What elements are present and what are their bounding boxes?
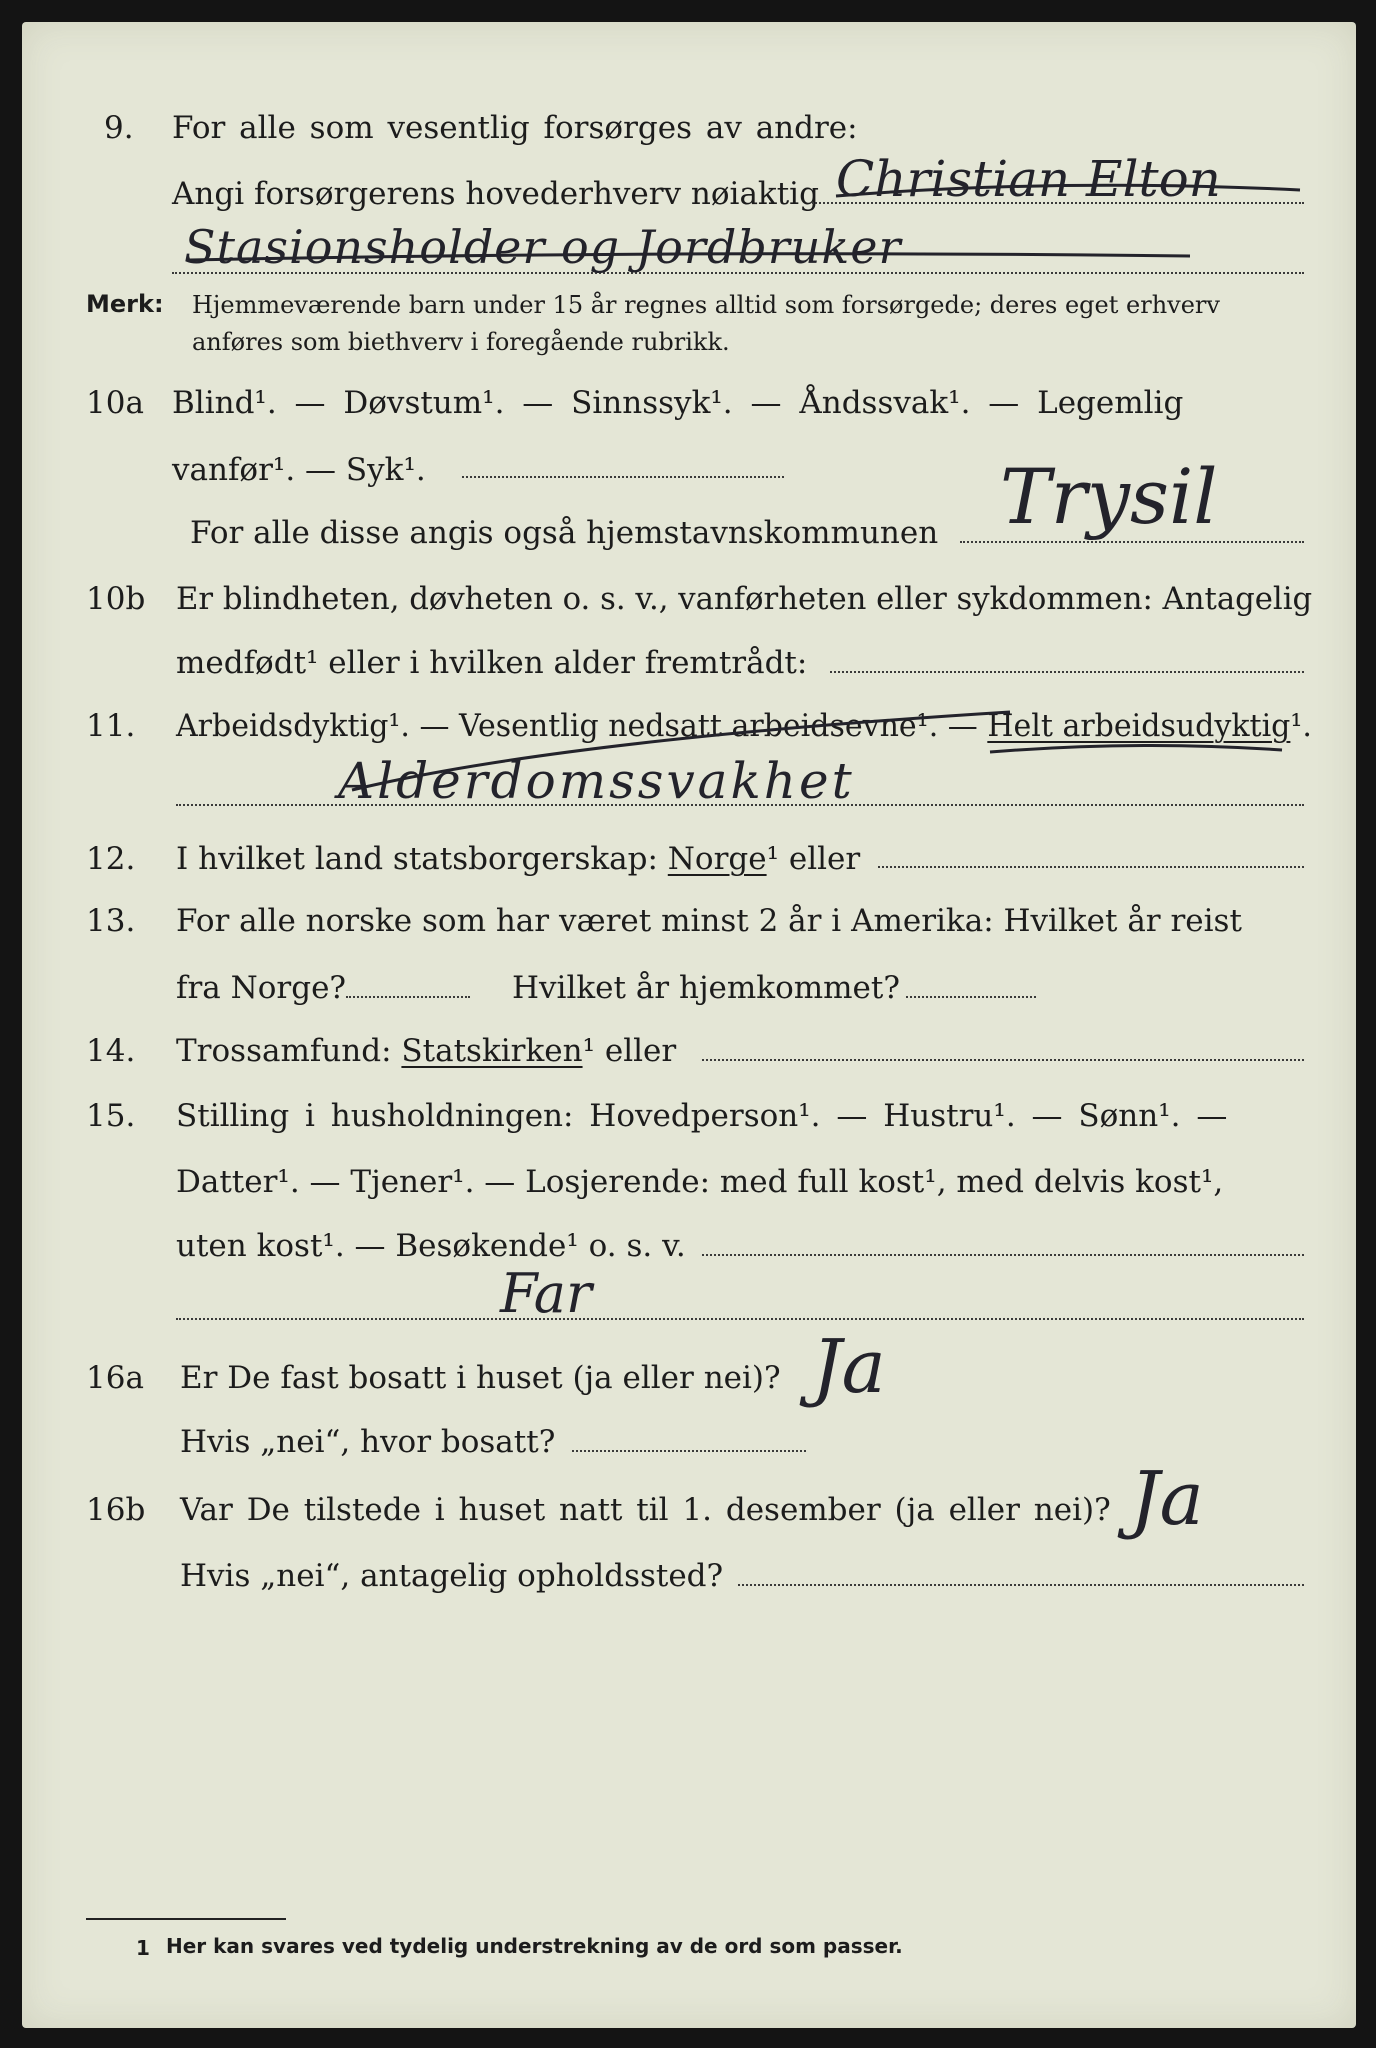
item-number-11: 11.: [86, 708, 136, 744]
item-number-10b: 10b: [86, 581, 146, 617]
pen-underline-item-11: [990, 745, 1282, 752]
pen-underline-name: [836, 185, 1300, 196]
question-16b-line-1: Var De tilstede i huset natt til 1. desember (ja eller nei)?: [180, 1492, 1111, 1528]
question-10a-line-3: For alle disse angis også hjemstavnskommunen: [190, 515, 939, 551]
question-15-line-3: uten kost¹. — Besøkende¹ o. s. v.: [176, 1228, 686, 1264]
pen-underline-occupation: [190, 254, 1190, 260]
question-10a-line-2: vanfør¹. — Syk¹.: [172, 452, 426, 488]
footnote-mark: 1: [136, 1936, 150, 1960]
handwritten-work-ability: Alderdomssvakhet: [338, 752, 855, 810]
note-line-2: anføres som biethverv i foregående rubrikk.: [192, 328, 730, 356]
item-number-16b: 16b: [86, 1492, 146, 1528]
footnote-text: Her kan svares ved tydelig understrekning av de ord som passer.: [166, 1934, 903, 1958]
pen-stroke-item-11: [352, 712, 1010, 790]
item-number-14: 14.: [86, 1033, 136, 1069]
handwritten-answer-16b: Ja: [1130, 1456, 1204, 1542]
question-13-line-2a: fra Norge?: [176, 970, 347, 1006]
question-16a-line-2: Hvis „nei“, hvor bosatt?: [180, 1424, 556, 1460]
item-number-9: 9.: [104, 110, 134, 146]
item-number-13: 13.: [86, 903, 136, 939]
handwritten-household-position: Far: [500, 1262, 592, 1325]
item-number-12: 12.: [86, 841, 136, 877]
question-9-line-2: Angi forsørgerens hovederhverv nøiaktig: [172, 176, 819, 212]
question-13-line-1: For alle norske som har været minst 2 år i Amerika: Hvilket år reist: [176, 903, 1242, 939]
question-15-line-1: Stilling i husholdningen: Hovedperson¹. — Hustru¹. — Sønn¹. —: [176, 1098, 1228, 1134]
question-16a-line-1: Er De fast bosatt i huset (ja eller nei)?: [180, 1360, 781, 1396]
question-9-line-1: For alle som vesentlig forsørges av andre:: [172, 110, 858, 146]
item-number-16a: 16a: [86, 1360, 144, 1396]
question-12-underlined: Norge: [667, 841, 767, 877]
item-number-10a: 10a: [86, 385, 144, 421]
note-label: Merk:: [86, 290, 164, 318]
question-13-line-2b: Hvilket år hjemkommet?: [512, 970, 900, 1006]
question-11-part-1: Arbeidsdyktig¹. — Vesentlig nedsatt arbeidsevne¹. —: [176, 708, 988, 744]
question-14-underlined: Statskirken: [401, 1033, 583, 1069]
question-11-part-3: ¹.: [1290, 708, 1312, 744]
handwritten-supporter-name: Christian Elton: [836, 150, 1221, 208]
handwritten-supporter-occupation: Stasionsholder og Jordbruker: [184, 220, 902, 274]
question-10b-line-2: medfødt¹ eller i hvilken alder fremtrådt:: [176, 645, 808, 681]
question-11-underlined: Helt arbeidsudyktig: [987, 708, 1291, 744]
handwritten-answer-16a: Ja: [812, 1324, 886, 1410]
note-line-1: Hjemmeværende barn under 15 år regnes alltid som forsørgede; deres eget erhverv: [192, 291, 1220, 319]
question-14-part-2: ¹ eller: [582, 1033, 677, 1069]
question-12-part-2: ¹ eller: [766, 841, 861, 877]
question-14-part-1: Trossamfund:: [176, 1033, 402, 1069]
question-10b-line-1: Er blindheten, døvheten o. s. v., vanførheten eller sykdommen: Antagelig: [176, 581, 1313, 617]
handwritten-home-municipality: Trysil: [1000, 452, 1218, 541]
question-15-line-2: Datter¹. — Tjener¹. — Losjerende: med full kost¹, med delvis kost¹,: [176, 1164, 1224, 1200]
item-number-15: 15.: [86, 1098, 136, 1134]
question-16b-line-2: Hvis „nei“, antagelig opholdssted?: [180, 1558, 724, 1594]
question-10a-line-1: Blind¹. — Døvstum¹. — Sinnssyk¹. — Åndssvak¹. — Legemlig: [172, 385, 1184, 421]
question-12-part-1: I hvilket land statsborgerskap:: [176, 841, 668, 877]
